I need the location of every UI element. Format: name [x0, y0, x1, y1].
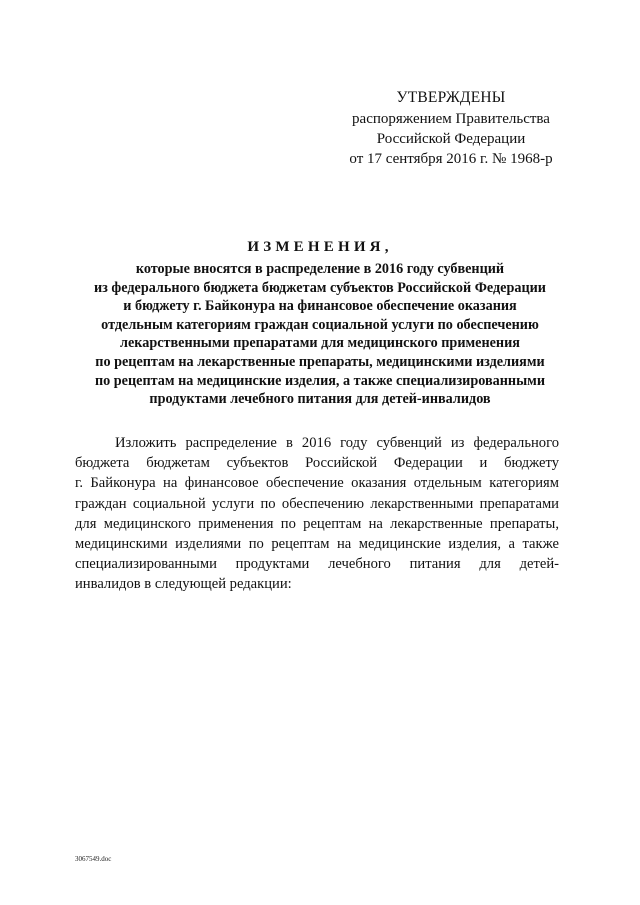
subtitle-line: по рецептам на медицинские изделия, а также специализированными: [94, 372, 546, 389]
body-line: медицинскими изделиями по рецептам на медицинские изделия, а также: [75, 535, 559, 552]
subtitle-line: отдельным категориям граждан социальной услуги по обеспечению: [101, 316, 539, 333]
document-subtitle: [60, 260, 580, 409]
approval-line: распоряжением Правительства: [352, 111, 550, 127]
subtitle-line: продуктами лечебного питания для детей-инвалидов: [149, 391, 491, 408]
subtitle-line: из федерального бюджета бюджетам субъектов Российской Федерации: [94, 279, 546, 296]
body-paragraph: [75, 433, 559, 595]
subtitle-line: которые вносятся в распределение в 2016 году субвенций: [135, 261, 505, 277]
body-line: Изложить распределение в 2016 году субвенций из федерального: [115, 435, 559, 451]
approval-line: Российской Федерации: [376, 131, 526, 147]
approval-date-line: от 17 сентября 2016 г. № 1968-р: [349, 151, 553, 167]
subtitle-line: и бюджету г. Байконура на финансовое обеспечение оказания: [123, 298, 517, 315]
body-line: г. Байконура на финансовое обеспечение оказания отдельным категориям: [75, 475, 559, 492]
subtitle-line: по рецептам на лекарственные препараты, медицинскими изделиями: [95, 353, 545, 370]
body-line: бюджета бюджетам субъектов Российской Федерации и бюджету: [75, 455, 559, 472]
body-line: граждан социальной услуги по обеспечению лекарственными препаратами: [75, 495, 559, 512]
document-title: ИЗМЕНЕНИЯ,: [247, 239, 393, 255]
approval-block: [340, 88, 562, 169]
file-code: 3067549.doc: [75, 855, 112, 863]
body-line: для медицинского применения по рецептам на лекарственные препараты,: [75, 515, 559, 532]
approval-title: УТВЕРЖДЕНЫ: [396, 89, 506, 106]
body-line: инвалидов в следующей редакции:: [75, 576, 292, 593]
body-line: специализированными продуктами лечебного питания для детей-: [75, 556, 559, 573]
subtitle-line: лекарственными препаратами для медицинского применения: [120, 335, 520, 352]
